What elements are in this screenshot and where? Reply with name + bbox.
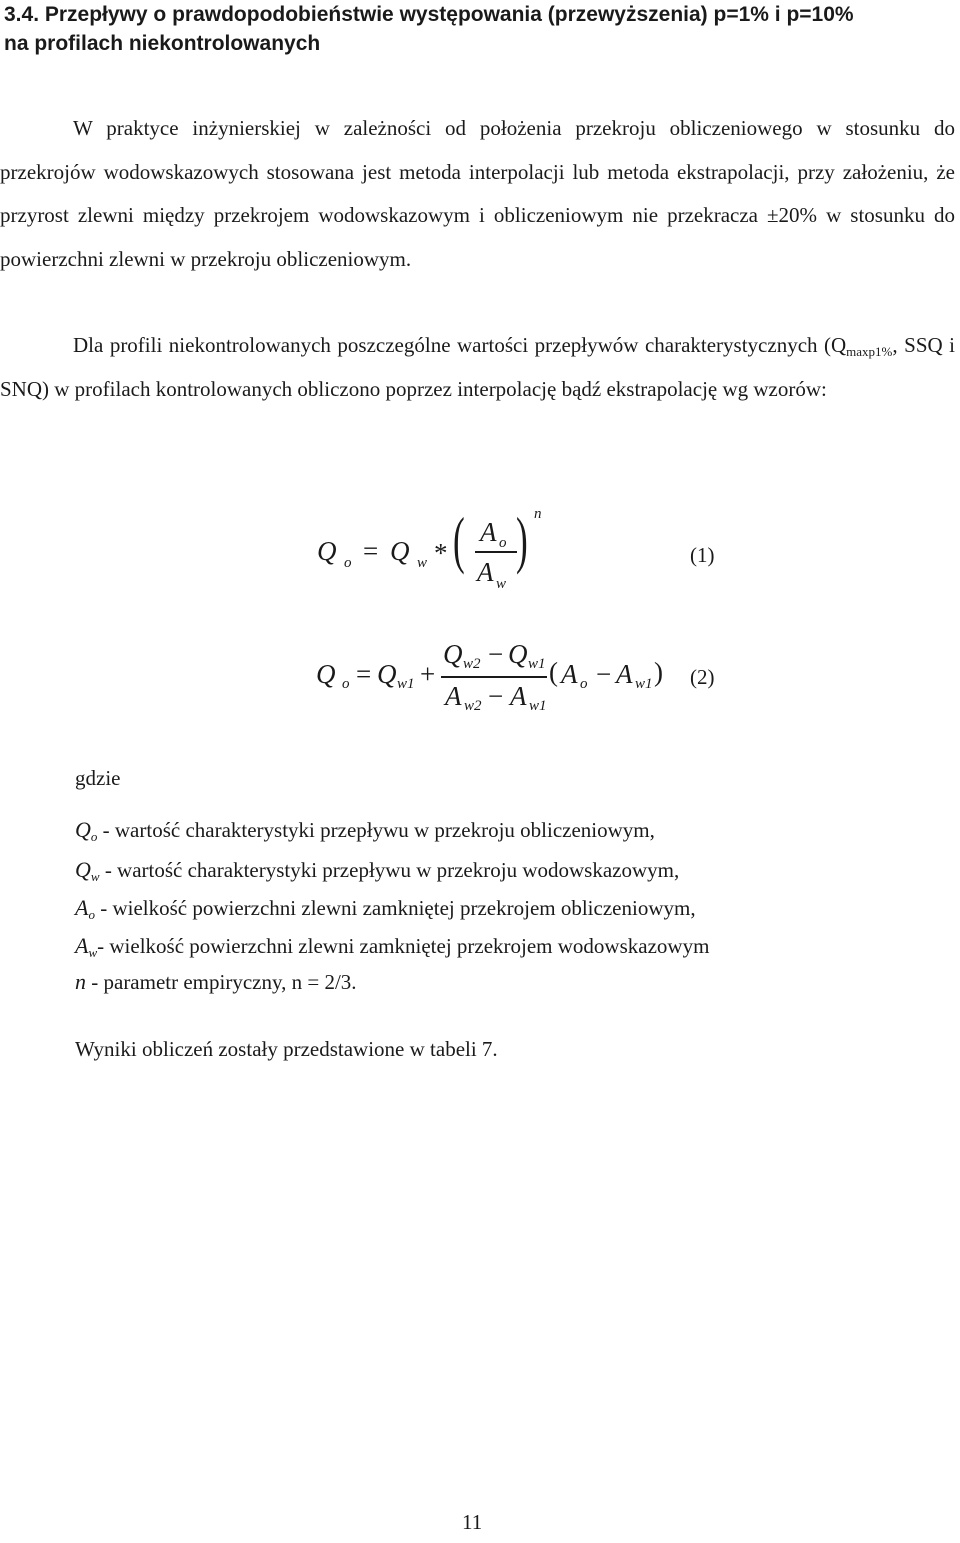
f1-a-o: A [480,517,497,547]
definition-subscript: o [88,907,95,922]
f2-num-q-w2: Q [443,639,463,669]
definition-ao [75,895,696,921]
qmax-subscript: maxp1% [846,344,893,359]
section-heading [4,0,954,58]
f2-a-o-sub: o [580,676,588,692]
f2-num-q-w1: Q [508,639,528,669]
closing-sentence: Wyniki obliczeń zostały przedstawione w tabeli 7. [75,1037,498,1061]
paragraph-method-text: W praktyce inżynierskiej w zależności od położenia przekroju obliczeniowego w stosunku do przekrojów wodowskazowych stosowana jest metoda interpolacji lub metoda ekstrapolacji, przy założeniu, że przyrost zlewni między przekrojem wodowskazowym i obliczeniowym nie przekracza ±20% w stosunku do powierzchni zlewni w przekroju obliczeniowym. [0,116,955,271]
definition-symbol: n [75,969,86,994]
f2-sub-o: o [342,676,350,692]
definition-text: - wielkość powierzchni zlewni zamkniętej przekrojem wodowskazowym [97,934,710,958]
definition-symbol: Q [75,817,91,842]
f2-q-o: Q [316,659,336,689]
f2-equals: = [356,659,372,689]
f2-left-paren: ( [549,657,558,687]
definition-symbol: A [75,895,89,920]
paragraph-method [0,107,955,281]
definition-n [75,969,357,995]
definition-subscript: o [90,829,98,844]
f1-q-o: Q [317,536,337,566]
f1-fraction-line [475,551,517,553]
paragraph-ungauged [0,324,955,411]
definition-text: - wartość charakterystyki przepływu w przekroju obliczeniowym, [97,818,655,842]
f2-plus: + [420,659,436,689]
f2-num-sub-w1: w1 [528,656,546,672]
f1-equals: = [363,536,379,566]
f1-equation-number: (1) [690,543,715,567]
f2-minus: − [596,659,612,689]
heading-line-2: na profilach niekontrolowanych [4,32,321,55]
definition-qo [75,817,655,843]
f2-num-sub-w2: w2 [463,656,481,672]
f1-sub-o: o [344,555,352,571]
f2-equation-number: (2) [690,665,715,689]
f2-a-o: A [561,659,578,689]
f2-a-w1: A [616,659,633,689]
f1-a-o-sub: o [499,535,507,551]
definition-aw [75,933,709,959]
f2-a-w1-sub: w1 [635,676,653,692]
f2-den-a-w1: A [510,681,527,711]
definition-qw [75,857,679,883]
f2-num-minus: − [488,639,504,669]
where-label: gdzie [75,766,121,790]
f2-right-paren: ) [654,657,663,687]
paragraph-ungauged-part1: Dla profili niekontrolowanych poszczególne wartości przepływów charakterystycznych (Q [73,333,847,357]
f1-q-w: Q [390,536,410,566]
f2-q-w1: Q [377,659,397,689]
f2-den-minus: − [488,681,504,711]
definition-text: - parametr empiryczny, n = 2/3. [86,970,357,994]
f1-sub-w: w [417,555,428,571]
f2-den-a-w2: A [445,681,462,711]
f1-star: * [434,538,448,568]
definition-subscript: w [90,869,100,884]
f2-den-sub-w2: w2 [464,698,482,714]
heading-line-1: 3.4. Przepływy o prawdopodobieństwie występowania (przewyższenia) p=1% i p=10% [4,3,854,26]
f1-a-w-sub: w [496,576,507,592]
f1-right-paren: ) [516,504,528,575]
f1-left-paren: ( [453,504,465,575]
paragraph-ungauged-part2: , SSQ i SNQ) w profilach kontrolowanych obliczono poprzez interpolację bądź ekstrapolację wg wzorów: [0,333,955,401]
f2-den-sub-w1: w1 [529,698,547,714]
f1-exponent-n: n [534,506,542,522]
definition-symbol: A [75,933,89,958]
f2-fraction-line [441,676,547,678]
definition-text: - wielkość powierzchni zlewni zamkniętej przekrojem obliczeniowym, [94,896,696,920]
definition-symbol: Q [75,857,91,882]
f1-a-w: A [477,557,494,587]
definition-subscript: w [88,945,98,960]
f2-sub-w1: w1 [397,676,415,692]
definition-text: - wartość charakterystyki przepływu w przekroju wodowskazowym, [99,858,680,882]
page-number: 11 [462,1510,483,1534]
